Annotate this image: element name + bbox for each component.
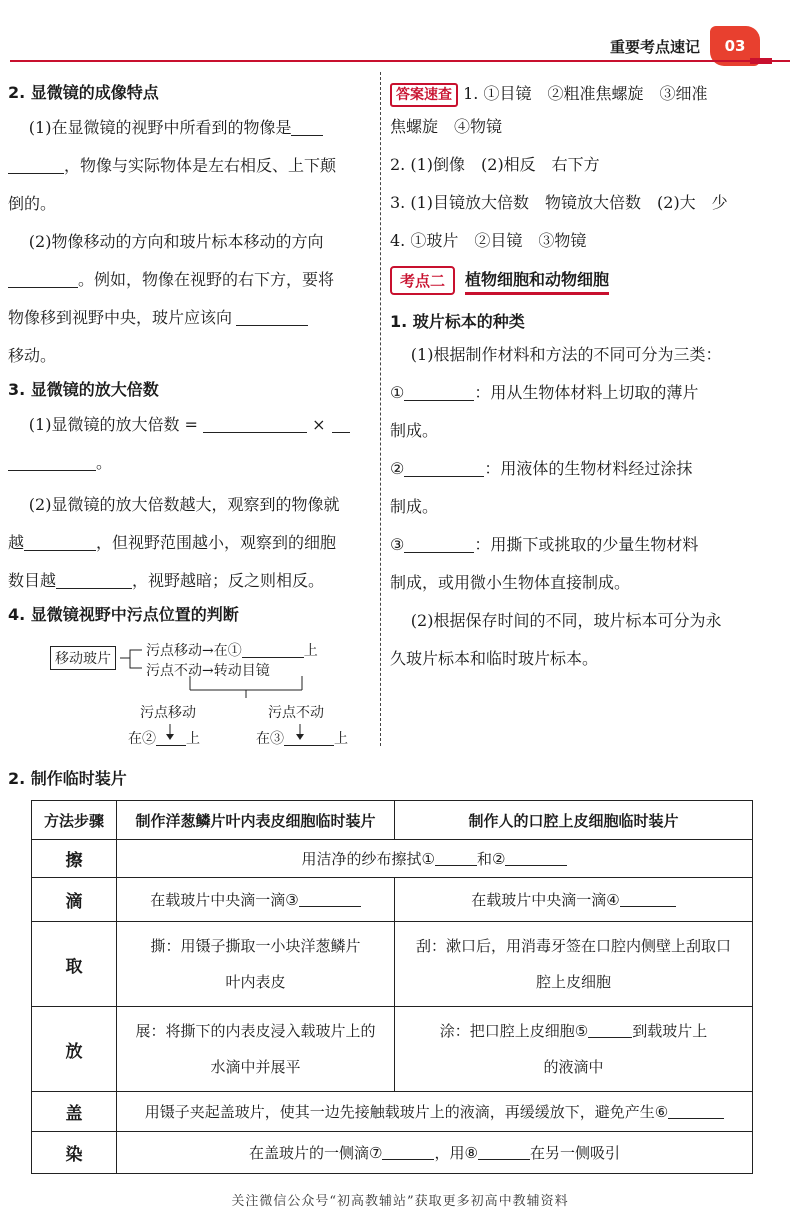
table-cell: 在盖玻片的一侧滴⑦ ，用⑧ 在另一侧吸引 bbox=[117, 1132, 753, 1174]
paragraph: ① ：用从生物体材料上切取的薄片 bbox=[390, 383, 699, 402]
fill-blank[interactable] bbox=[8, 454, 96, 471]
footer-note: 关注微信公众号“初高教辅站”获取更多初高中教辅资料 bbox=[231, 1194, 569, 1209]
fill-blank[interactable] bbox=[478, 1144, 530, 1160]
kaodian-title: 植物细胞和动物细胞 bbox=[465, 267, 609, 295]
section-heading-temp-slide: 2. 制作临时装片 bbox=[8, 769, 127, 788]
fill-blank[interactable] bbox=[620, 891, 676, 907]
paragraph: ② ：用液体的生物材料经过涂抹 bbox=[390, 459, 693, 478]
header-title: 重要考点速记 bbox=[609, 38, 700, 56]
table-cell: 用镊子夹起盖玻片，使其一边先接触载玻片上的液滴，再缓缓放下，避免产生⑥ bbox=[117, 1092, 753, 1132]
paragraph: 越 ，但视野范围越小，观察到的细胞 bbox=[8, 533, 337, 552]
fill-blank[interactable] bbox=[203, 416, 307, 433]
table-row bbox=[32, 878, 753, 922]
table-cell: 刮：漱口后，用消毒牙签在口腔内侧壁上刮取口 腔上皮细胞 bbox=[395, 922, 753, 1007]
answer-line: 3. (1)目镜放大倍数 物镜放大倍数 (2)大 少 bbox=[390, 193, 728, 212]
paragraph: ，物像与实际物体是左右相反、上下颠 bbox=[8, 147, 374, 185]
paragraph: 。 bbox=[8, 444, 374, 482]
fill-blank[interactable] bbox=[505, 850, 567, 866]
diagram-branch-still: 污点不动→转动目镜 bbox=[146, 663, 270, 679]
table-header: 方法步骤 bbox=[32, 801, 117, 840]
step-label: 擦 bbox=[32, 840, 117, 878]
paragraph: (1)显微镜的放大倍数 = × bbox=[8, 406, 374, 444]
fill-blank[interactable] bbox=[284, 731, 334, 746]
fill-blank[interactable] bbox=[435, 850, 477, 866]
paragraph: (2)根据保存时间的不同，玻片标本可分为永 bbox=[410, 611, 722, 630]
answer-line: 2. (1)倒像 (2)相反 右下方 bbox=[390, 155, 600, 174]
table-header-row bbox=[32, 801, 753, 840]
table-cell: 撕：用镊子撕取一小块洋葱鳞片 叶内表皮 bbox=[117, 922, 395, 1007]
fill-blank[interactable] bbox=[242, 643, 304, 658]
answer-line: 4. ①玻片 ②目镜 ③物镜 bbox=[390, 231, 587, 250]
section-heading-spot: 4. 显微镜视野中污点位置的判断 bbox=[8, 605, 239, 624]
fill-blank[interactable] bbox=[404, 460, 484, 477]
paragraph: 数目越 ，视野越暗；反之则相反。 bbox=[8, 571, 325, 590]
fill-blank[interactable] bbox=[299, 891, 361, 907]
table-cell: 在载玻片中央滴一滴④ bbox=[395, 878, 753, 922]
section-heading-slides: 1. 玻片标本的种类 bbox=[390, 312, 525, 331]
header-rule bbox=[10, 60, 790, 62]
section-heading-imaging: 2. 显微镜的成像特点 bbox=[8, 83, 159, 102]
diagram-box-move-slide: 移动玻片 bbox=[50, 646, 116, 670]
table-row bbox=[32, 922, 753, 1007]
table-header: 制作人的口腔上皮细胞临时装片 bbox=[395, 801, 753, 840]
column-divider bbox=[380, 72, 381, 746]
diagram-label-still: 污点不动 bbox=[268, 705, 324, 721]
fill-blank[interactable] bbox=[291, 119, 323, 136]
table-header: 制作洋葱鳞片叶内表皮细胞临时装片 bbox=[117, 801, 395, 840]
paragraph: 久玻片标本和临时玻片标本。 bbox=[390, 649, 599, 668]
fill-blank[interactable] bbox=[588, 1022, 632, 1038]
paragraph: 倒的。 bbox=[8, 194, 57, 213]
table-row bbox=[32, 840, 753, 878]
table-cell: 涂：把口腔上皮细胞⑤ 到载玻片上 的液滴中 bbox=[395, 1007, 753, 1092]
kaodian-header bbox=[390, 266, 786, 295]
diagram-branch-moving: 污点移动→在① 上 bbox=[146, 643, 318, 659]
table-cell: 用洁净的纱布擦拭① 和② bbox=[117, 840, 753, 878]
kaodian-tag: 考点二 bbox=[390, 266, 455, 295]
fill-blank[interactable] bbox=[404, 384, 474, 401]
fill-blank[interactable] bbox=[156, 731, 186, 746]
fill-blank[interactable] bbox=[8, 157, 64, 174]
diagram-label-moving: 污点移动 bbox=[140, 705, 196, 721]
section-heading-magnification: 3. 显微镜的放大倍数 bbox=[8, 380, 159, 399]
header-rule-tab bbox=[750, 58, 772, 64]
fill-blank[interactable] bbox=[236, 309, 308, 326]
paragraph: (1)根据制作材料和方法的不同可分为三类： bbox=[410, 345, 722, 364]
table-row bbox=[32, 1092, 753, 1132]
fill-blank[interactable] bbox=[24, 534, 96, 551]
right-column bbox=[390, 80, 786, 678]
paragraph: (1)在显微镜的视野中所看到的物像是 bbox=[8, 109, 374, 147]
paragraph: 制成，或用微小生物体直接制成。 bbox=[390, 573, 631, 592]
fill-blank[interactable] bbox=[332, 416, 350, 433]
answer-tag: 答案速查 bbox=[390, 83, 458, 107]
fill-blank[interactable] bbox=[56, 572, 132, 589]
fill-blank[interactable] bbox=[382, 1144, 434, 1160]
paragraph: ③ ：用撕下或挑取的少量生物材料 bbox=[390, 535, 699, 554]
paragraph: 制成。 bbox=[390, 421, 439, 440]
fill-blank[interactable] bbox=[668, 1103, 724, 1119]
paragraph: 。例如，物像在视野的右下方，要将 bbox=[8, 261, 374, 299]
paragraph: 移动。 bbox=[8, 346, 57, 365]
fill-blank[interactable] bbox=[404, 536, 474, 553]
fill-blank[interactable] bbox=[8, 271, 78, 288]
diagram-result-left: 在② 上 bbox=[128, 731, 200, 747]
answer-line: 答案速查 1. ①目镜 ②粗准焦螺旋 ③细准 bbox=[390, 80, 786, 108]
procedure-table bbox=[31, 800, 753, 1174]
table-cell: 在载玻片中央滴一滴③ bbox=[117, 878, 395, 922]
step-label: 滴 bbox=[32, 878, 117, 922]
step-label: 放 bbox=[32, 1007, 117, 1092]
answer-line: 焦螺旋 ④物镜 bbox=[390, 117, 503, 136]
step-label: 取 bbox=[32, 922, 117, 1007]
paragraph: 制成。 bbox=[390, 497, 439, 516]
table-row bbox=[32, 1132, 753, 1174]
spot-position-diagram bbox=[50, 640, 370, 750]
page-number-badge: 03 bbox=[710, 26, 760, 66]
diagram-result-right: 在③ 上 bbox=[256, 731, 348, 747]
paragraph: 物像移到视野中央，玻片应该向 bbox=[8, 299, 374, 337]
paragraph: (2)显微镜的放大倍数越大，观察到的物像就 bbox=[28, 495, 340, 514]
table-cell: 展：将撕下的内表皮浸入载玻片上的 水滴中并展平 bbox=[117, 1007, 395, 1092]
table-row bbox=[32, 1007, 753, 1092]
paragraph: (2)物像移动的方向和玻片标本移动的方向 bbox=[28, 232, 324, 251]
left-column bbox=[8, 80, 374, 625]
step-label: 染 bbox=[32, 1132, 117, 1174]
step-label: 盖 bbox=[32, 1092, 117, 1132]
